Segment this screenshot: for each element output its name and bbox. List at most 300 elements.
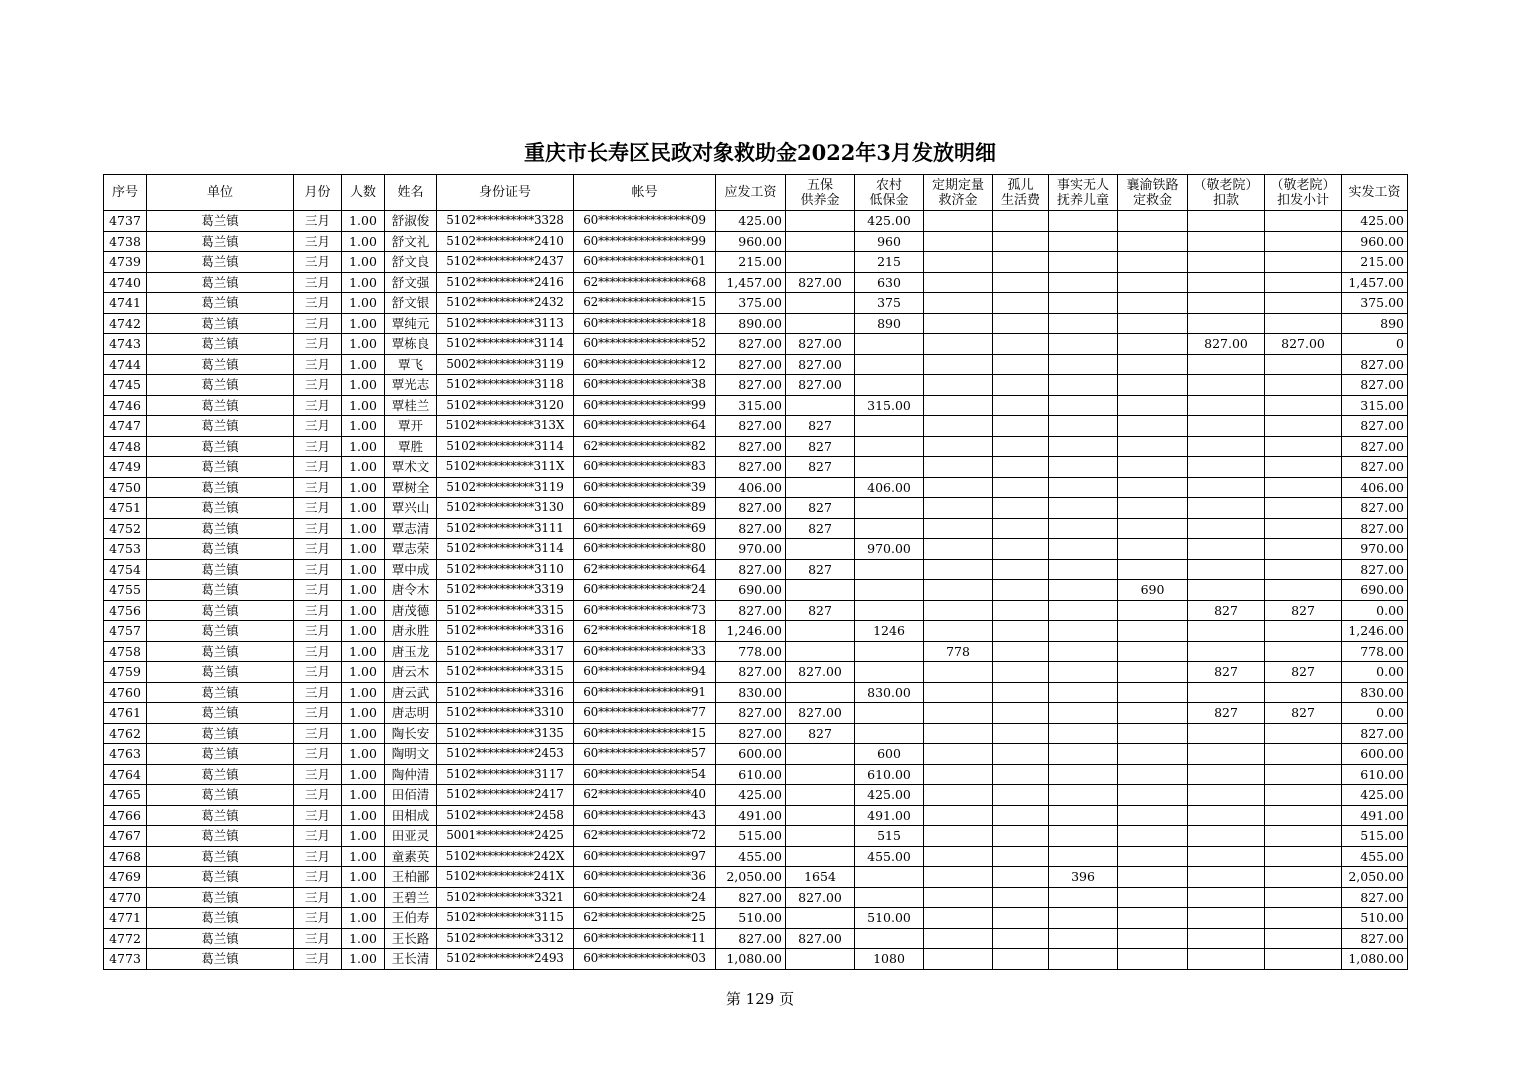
table-cell: 827 bbox=[1265, 600, 1342, 621]
table-cell: 1.00 bbox=[342, 395, 385, 416]
table-cell: 葛兰镇 bbox=[147, 928, 294, 949]
table-row bbox=[104, 313, 1408, 334]
table-cell bbox=[924, 682, 993, 703]
table-cell: 5102**********3117 bbox=[437, 764, 574, 785]
table-cell: 1.00 bbox=[342, 211, 385, 232]
table-cell: 827.00 bbox=[716, 600, 786, 621]
table-cell: 4749 bbox=[104, 457, 147, 478]
table-cell: 827 bbox=[786, 600, 855, 621]
column-header: 定期定量 救济金 bbox=[924, 175, 993, 211]
table-cell bbox=[1188, 723, 1265, 744]
table-cell: 60****************18 bbox=[574, 313, 716, 334]
table-cell: 1.00 bbox=[342, 416, 385, 437]
table-cell: 三月 bbox=[294, 867, 342, 888]
table-row bbox=[104, 744, 1408, 765]
table-cell: 5102**********3130 bbox=[437, 498, 574, 519]
table-cell bbox=[1049, 662, 1118, 683]
table-cell bbox=[1265, 867, 1342, 888]
table-row bbox=[104, 231, 1408, 252]
table-cell: 覃桂兰 bbox=[385, 395, 437, 416]
table-cell bbox=[993, 539, 1049, 560]
table-cell: 1.00 bbox=[342, 662, 385, 683]
table-cell: 827 bbox=[786, 498, 855, 519]
table-cell bbox=[993, 703, 1049, 724]
table-cell: 1.00 bbox=[342, 457, 385, 478]
table-cell bbox=[1188, 928, 1265, 949]
table-cell: 葛兰镇 bbox=[147, 703, 294, 724]
table-cell bbox=[1118, 211, 1188, 232]
table-cell bbox=[1118, 436, 1188, 457]
table-cell: 葛兰镇 bbox=[147, 600, 294, 621]
table-cell: 1.00 bbox=[342, 641, 385, 662]
table-cell: 215.00 bbox=[716, 252, 786, 273]
table-cell: 778.00 bbox=[1342, 641, 1408, 662]
table-cell bbox=[993, 826, 1049, 847]
table-cell bbox=[1188, 887, 1265, 908]
table-cell: 375.00 bbox=[1342, 293, 1408, 314]
table-cell: 491.00 bbox=[855, 805, 924, 826]
table-cell bbox=[855, 518, 924, 539]
table-cell bbox=[1265, 641, 1342, 662]
table-cell: 4737 bbox=[104, 211, 147, 232]
table-cell: 5102**********3114 bbox=[437, 436, 574, 457]
table-cell: 60****************12 bbox=[574, 354, 716, 375]
table-cell bbox=[924, 703, 993, 724]
table-cell: 690 bbox=[1118, 580, 1188, 601]
table-cell bbox=[993, 580, 1049, 601]
table-cell: 827.00 bbox=[786, 375, 855, 396]
table-cell bbox=[924, 580, 993, 601]
table-cell bbox=[993, 498, 1049, 519]
table-cell: 2,050.00 bbox=[716, 867, 786, 888]
table-cell: 4745 bbox=[104, 375, 147, 396]
table-cell: 60****************54 bbox=[574, 764, 716, 785]
table-cell: 827.00 bbox=[1342, 375, 1408, 396]
table-row bbox=[104, 580, 1408, 601]
table-cell: 827 bbox=[1188, 662, 1265, 683]
table-cell: 827.00 bbox=[716, 703, 786, 724]
table-cell: 三月 bbox=[294, 498, 342, 519]
table-cell: 1.00 bbox=[342, 600, 385, 621]
table-cell: 827.00 bbox=[1342, 559, 1408, 580]
column-header: （敬老院） 扣款 bbox=[1188, 175, 1265, 211]
table-cell: 覃开 bbox=[385, 416, 437, 437]
column-header: 襄渝铁路 定救金 bbox=[1118, 175, 1188, 211]
table-cell: 827.00 bbox=[716, 518, 786, 539]
table-cell: 515.00 bbox=[716, 826, 786, 847]
table-cell bbox=[1049, 416, 1118, 437]
table-cell: 60****************15 bbox=[574, 723, 716, 744]
table-cell: 827.00 bbox=[716, 559, 786, 580]
table-cell: 60****************39 bbox=[574, 477, 716, 498]
table-cell bbox=[1049, 744, 1118, 765]
table-cell bbox=[924, 805, 993, 826]
table-cell: 三月 bbox=[294, 395, 342, 416]
table-row bbox=[104, 395, 1408, 416]
table-cell: 1.00 bbox=[342, 908, 385, 929]
table-cell: 唐志明 bbox=[385, 703, 437, 724]
table-cell bbox=[993, 785, 1049, 806]
table-cell: 830.00 bbox=[716, 682, 786, 703]
table-cell bbox=[1049, 621, 1118, 642]
table-row bbox=[104, 805, 1408, 826]
table-row bbox=[104, 703, 1408, 724]
table-cell bbox=[924, 600, 993, 621]
table-row bbox=[104, 785, 1408, 806]
table-row bbox=[104, 436, 1408, 457]
page-title: 重庆市长寿区民政对象救助金2022年3月发放明细 bbox=[523, 140, 997, 165]
table-cell: 三月 bbox=[294, 313, 342, 334]
table-cell: 60****************89 bbox=[574, 498, 716, 519]
table-cell: 406.00 bbox=[855, 477, 924, 498]
table-cell: 葛兰镇 bbox=[147, 580, 294, 601]
table-cell: 827 bbox=[1265, 703, 1342, 724]
table-cell bbox=[1118, 621, 1188, 642]
table-cell bbox=[1265, 539, 1342, 560]
table-cell: 0.00 bbox=[1342, 600, 1408, 621]
table-cell bbox=[1118, 395, 1188, 416]
table-cell: 515.00 bbox=[1342, 826, 1408, 847]
table-cell: 375 bbox=[855, 293, 924, 314]
table-row bbox=[104, 252, 1408, 273]
table-cell bbox=[993, 662, 1049, 683]
table-cell bbox=[786, 313, 855, 334]
table-cell bbox=[786, 846, 855, 867]
table-cell: 1.00 bbox=[342, 375, 385, 396]
table-cell: 827.00 bbox=[1342, 498, 1408, 519]
table-cell: 827 bbox=[786, 416, 855, 437]
table-cell: 三月 bbox=[294, 457, 342, 478]
table-cell: 4769 bbox=[104, 867, 147, 888]
table-cell bbox=[993, 887, 1049, 908]
table-cell: 三月 bbox=[294, 580, 342, 601]
table-cell: 葛兰镇 bbox=[147, 395, 294, 416]
table-cell bbox=[993, 846, 1049, 867]
table-row bbox=[104, 293, 1408, 314]
table-cell: 4761 bbox=[104, 703, 147, 724]
table-cell: 1,457.00 bbox=[716, 272, 786, 293]
table-cell: 827.00 bbox=[786, 354, 855, 375]
table-cell: 三月 bbox=[294, 682, 342, 703]
table-cell bbox=[924, 723, 993, 744]
table-cell bbox=[1049, 539, 1118, 560]
table-body bbox=[104, 211, 1408, 970]
table-cell: 0.00 bbox=[1342, 703, 1408, 724]
table-cell: 4747 bbox=[104, 416, 147, 437]
table-cell: 890.00 bbox=[716, 313, 786, 334]
table-cell: 葛兰镇 bbox=[147, 293, 294, 314]
table-cell: 827.00 bbox=[1188, 334, 1265, 355]
table-cell: 4742 bbox=[104, 313, 147, 334]
column-header: 实发工资 bbox=[1342, 175, 1408, 211]
column-header: 事实无人 抚养儿童 bbox=[1049, 175, 1118, 211]
table-cell: 5102**********3110 bbox=[437, 559, 574, 580]
table-cell: 970.00 bbox=[855, 539, 924, 560]
table-cell bbox=[786, 764, 855, 785]
table-cell: 60****************97 bbox=[574, 846, 716, 867]
table-cell: 4753 bbox=[104, 539, 147, 560]
table-cell bbox=[1118, 272, 1188, 293]
table-cell: 778 bbox=[924, 641, 993, 662]
table-cell bbox=[924, 867, 993, 888]
table-cell bbox=[993, 867, 1049, 888]
table-cell: 62****************82 bbox=[574, 436, 716, 457]
table-cell: 三月 bbox=[294, 539, 342, 560]
table-cell: 三月 bbox=[294, 416, 342, 437]
column-header: 单位 bbox=[147, 175, 294, 211]
table-cell: 覃纯元 bbox=[385, 313, 437, 334]
table-cell bbox=[1118, 477, 1188, 498]
table-cell: 62****************64 bbox=[574, 559, 716, 580]
table-cell: 葛兰镇 bbox=[147, 949, 294, 970]
table-cell: 覃树全 bbox=[385, 477, 437, 498]
table-cell bbox=[786, 785, 855, 806]
table-cell bbox=[1188, 395, 1265, 416]
table-cell bbox=[1265, 908, 1342, 929]
table-cell: 1.00 bbox=[342, 272, 385, 293]
table-cell bbox=[1049, 334, 1118, 355]
table-cell bbox=[1265, 477, 1342, 498]
table-cell bbox=[786, 231, 855, 252]
table-cell: 三月 bbox=[294, 703, 342, 724]
table-cell bbox=[1118, 908, 1188, 929]
table-cell bbox=[786, 477, 855, 498]
table-cell bbox=[1118, 354, 1188, 375]
table-cell bbox=[924, 313, 993, 334]
table-cell: 4760 bbox=[104, 682, 147, 703]
table-cell bbox=[855, 436, 924, 457]
table-cell: 60****************99 bbox=[574, 231, 716, 252]
table-cell: 1.00 bbox=[342, 621, 385, 642]
table-cell: 4759 bbox=[104, 662, 147, 683]
table-cell bbox=[786, 621, 855, 642]
table-row bbox=[104, 272, 1408, 293]
table-row bbox=[104, 682, 1408, 703]
table-cell: 三月 bbox=[294, 785, 342, 806]
table-cell bbox=[993, 477, 1049, 498]
table-cell: 葛兰镇 bbox=[147, 436, 294, 457]
table-cell bbox=[1118, 457, 1188, 478]
table-cell: 1,457.00 bbox=[1342, 272, 1408, 293]
table-row bbox=[104, 354, 1408, 375]
table-cell: 覃胜 bbox=[385, 436, 437, 457]
table-cell: 425.00 bbox=[1342, 211, 1408, 232]
table-cell: 827 bbox=[786, 457, 855, 478]
page-number: 第 129 页 bbox=[725, 990, 795, 1008]
table-cell bbox=[1049, 211, 1118, 232]
table-cell: 827.00 bbox=[786, 887, 855, 908]
table-cell bbox=[1265, 313, 1342, 334]
table-cell: 62****************72 bbox=[574, 826, 716, 847]
table-cell bbox=[993, 231, 1049, 252]
table-cell: 葛兰镇 bbox=[147, 559, 294, 580]
table-cell: 4751 bbox=[104, 498, 147, 519]
table-cell: 60****************91 bbox=[574, 682, 716, 703]
table-cell: 葛兰镇 bbox=[147, 354, 294, 375]
table-cell: 455.00 bbox=[855, 846, 924, 867]
table-cell: 葛兰镇 bbox=[147, 457, 294, 478]
table-cell: 1.00 bbox=[342, 805, 385, 826]
table-cell: 827.00 bbox=[716, 887, 786, 908]
table-cell bbox=[1188, 539, 1265, 560]
table-cell bbox=[1188, 764, 1265, 785]
table-cell bbox=[855, 416, 924, 437]
table-cell: 5102**********2432 bbox=[437, 293, 574, 314]
table-cell: 三月 bbox=[294, 354, 342, 375]
table-cell bbox=[924, 354, 993, 375]
table-cell: 陶明文 bbox=[385, 744, 437, 765]
table-cell: 315.00 bbox=[716, 395, 786, 416]
table-cell bbox=[1265, 498, 1342, 519]
table-cell bbox=[1118, 334, 1188, 355]
table-cell: 5102**********3310 bbox=[437, 703, 574, 724]
table-cell: 葛兰镇 bbox=[147, 805, 294, 826]
table-cell bbox=[1265, 272, 1342, 293]
table-cell: 5102**********2437 bbox=[437, 252, 574, 273]
table-cell: 0.00 bbox=[1342, 662, 1408, 683]
table-cell: 1.00 bbox=[342, 293, 385, 314]
table-cell: 葛兰镇 bbox=[147, 785, 294, 806]
table-row bbox=[104, 457, 1408, 478]
table-cell: 610.00 bbox=[716, 764, 786, 785]
table-cell bbox=[1049, 682, 1118, 703]
table-cell: 406.00 bbox=[1342, 477, 1408, 498]
table-cell: 827 bbox=[786, 723, 855, 744]
table-cell: 舒淑俊 bbox=[385, 211, 437, 232]
table-cell: 葛兰镇 bbox=[147, 313, 294, 334]
table-cell: 215 bbox=[855, 252, 924, 273]
table-cell bbox=[786, 682, 855, 703]
table-cell: 396 bbox=[1049, 867, 1118, 888]
table-cell: 827 bbox=[1265, 662, 1342, 683]
table-cell: 5001**********2425 bbox=[437, 826, 574, 847]
table-cell: 1.00 bbox=[342, 764, 385, 785]
table-cell: 5102**********3113 bbox=[437, 313, 574, 334]
table-cell: 葛兰镇 bbox=[147, 887, 294, 908]
table-cell bbox=[1265, 231, 1342, 252]
table-cell: 827.00 bbox=[716, 375, 786, 396]
table-cell bbox=[1049, 395, 1118, 416]
table-row bbox=[104, 928, 1408, 949]
table-cell bbox=[1118, 539, 1188, 560]
table-cell: 5102**********2458 bbox=[437, 805, 574, 826]
table-cell: 4756 bbox=[104, 600, 147, 621]
table-cell bbox=[924, 908, 993, 929]
table-cell: 600.00 bbox=[1342, 744, 1408, 765]
table-cell: 827.00 bbox=[716, 723, 786, 744]
table-row bbox=[104, 518, 1408, 539]
table-cell bbox=[786, 211, 855, 232]
table-cell: 60****************36 bbox=[574, 867, 716, 888]
table-cell: 覃术文 bbox=[385, 457, 437, 478]
table-cell: 覃志荣 bbox=[385, 539, 437, 560]
table-cell bbox=[993, 416, 1049, 437]
table-cell: 425.00 bbox=[716, 211, 786, 232]
table-cell: 60****************03 bbox=[574, 949, 716, 970]
table-cell bbox=[1118, 744, 1188, 765]
table-cell bbox=[1049, 457, 1118, 478]
table-cell bbox=[1265, 559, 1342, 580]
table-cell: 4748 bbox=[104, 436, 147, 457]
table-row bbox=[104, 723, 1408, 744]
table-cell: 1.00 bbox=[342, 846, 385, 867]
table-cell bbox=[1188, 477, 1265, 498]
table-cell bbox=[1049, 805, 1118, 826]
table-cell: 1.00 bbox=[342, 928, 385, 949]
table-row bbox=[104, 375, 1408, 396]
table-cell: 827.00 bbox=[786, 272, 855, 293]
table-cell: 覃飞 bbox=[385, 354, 437, 375]
table-row bbox=[104, 826, 1408, 847]
table-cell: 三月 bbox=[294, 477, 342, 498]
table-cell: 王碧兰 bbox=[385, 887, 437, 908]
table-cell bbox=[1118, 252, 1188, 273]
table-cell: 1.00 bbox=[342, 826, 385, 847]
table-cell: 827.00 bbox=[716, 354, 786, 375]
table-cell bbox=[1118, 293, 1188, 314]
table-cell: 三月 bbox=[294, 272, 342, 293]
table-cell bbox=[1188, 293, 1265, 314]
table-cell: 4767 bbox=[104, 826, 147, 847]
table-cell bbox=[1049, 764, 1118, 785]
table-row bbox=[104, 416, 1408, 437]
table-cell bbox=[924, 457, 993, 478]
table-cell: 827.00 bbox=[1342, 518, 1408, 539]
table-cell: 4763 bbox=[104, 744, 147, 765]
table-cell: 610.00 bbox=[855, 764, 924, 785]
table-cell: 60****************01 bbox=[574, 252, 716, 273]
table-cell: 王长路 bbox=[385, 928, 437, 949]
table-cell: 葛兰镇 bbox=[147, 518, 294, 539]
table-cell: 5102**********2416 bbox=[437, 272, 574, 293]
table-cell bbox=[1049, 293, 1118, 314]
table-cell: 三月 bbox=[294, 928, 342, 949]
table-cell bbox=[1265, 621, 1342, 642]
table-cell: 覃中成 bbox=[385, 559, 437, 580]
table-cell: 唐云武 bbox=[385, 682, 437, 703]
table-cell: 田亚灵 bbox=[385, 826, 437, 847]
table-cell: 5102**********3316 bbox=[437, 621, 574, 642]
table-cell: 827 bbox=[1188, 600, 1265, 621]
column-header: 孤儿 生活费 bbox=[993, 175, 1049, 211]
table-cell bbox=[855, 559, 924, 580]
table-cell bbox=[924, 252, 993, 273]
table-cell bbox=[1188, 457, 1265, 478]
column-header: 农村 低保金 bbox=[855, 175, 924, 211]
table-cell bbox=[924, 231, 993, 252]
table-cell bbox=[1188, 744, 1265, 765]
table-cell: 1.00 bbox=[342, 498, 385, 519]
table-row bbox=[104, 887, 1408, 908]
table-cell: 970.00 bbox=[716, 539, 786, 560]
table-cell: 5102**********2410 bbox=[437, 231, 574, 252]
table-cell: 4771 bbox=[104, 908, 147, 929]
table-cell: 葛兰镇 bbox=[147, 211, 294, 232]
table-cell: 827 bbox=[1188, 703, 1265, 724]
table-cell: 三月 bbox=[294, 231, 342, 252]
table-cell bbox=[855, 641, 924, 662]
table-cell bbox=[924, 662, 993, 683]
table-cell: 三月 bbox=[294, 559, 342, 580]
table-cell bbox=[1188, 416, 1265, 437]
table-cell bbox=[1118, 764, 1188, 785]
table-cell bbox=[1265, 518, 1342, 539]
table-cell: 4766 bbox=[104, 805, 147, 826]
table-cell bbox=[1049, 375, 1118, 396]
table-cell bbox=[1118, 600, 1188, 621]
table-cell bbox=[1265, 395, 1342, 416]
table-cell bbox=[1265, 826, 1342, 847]
